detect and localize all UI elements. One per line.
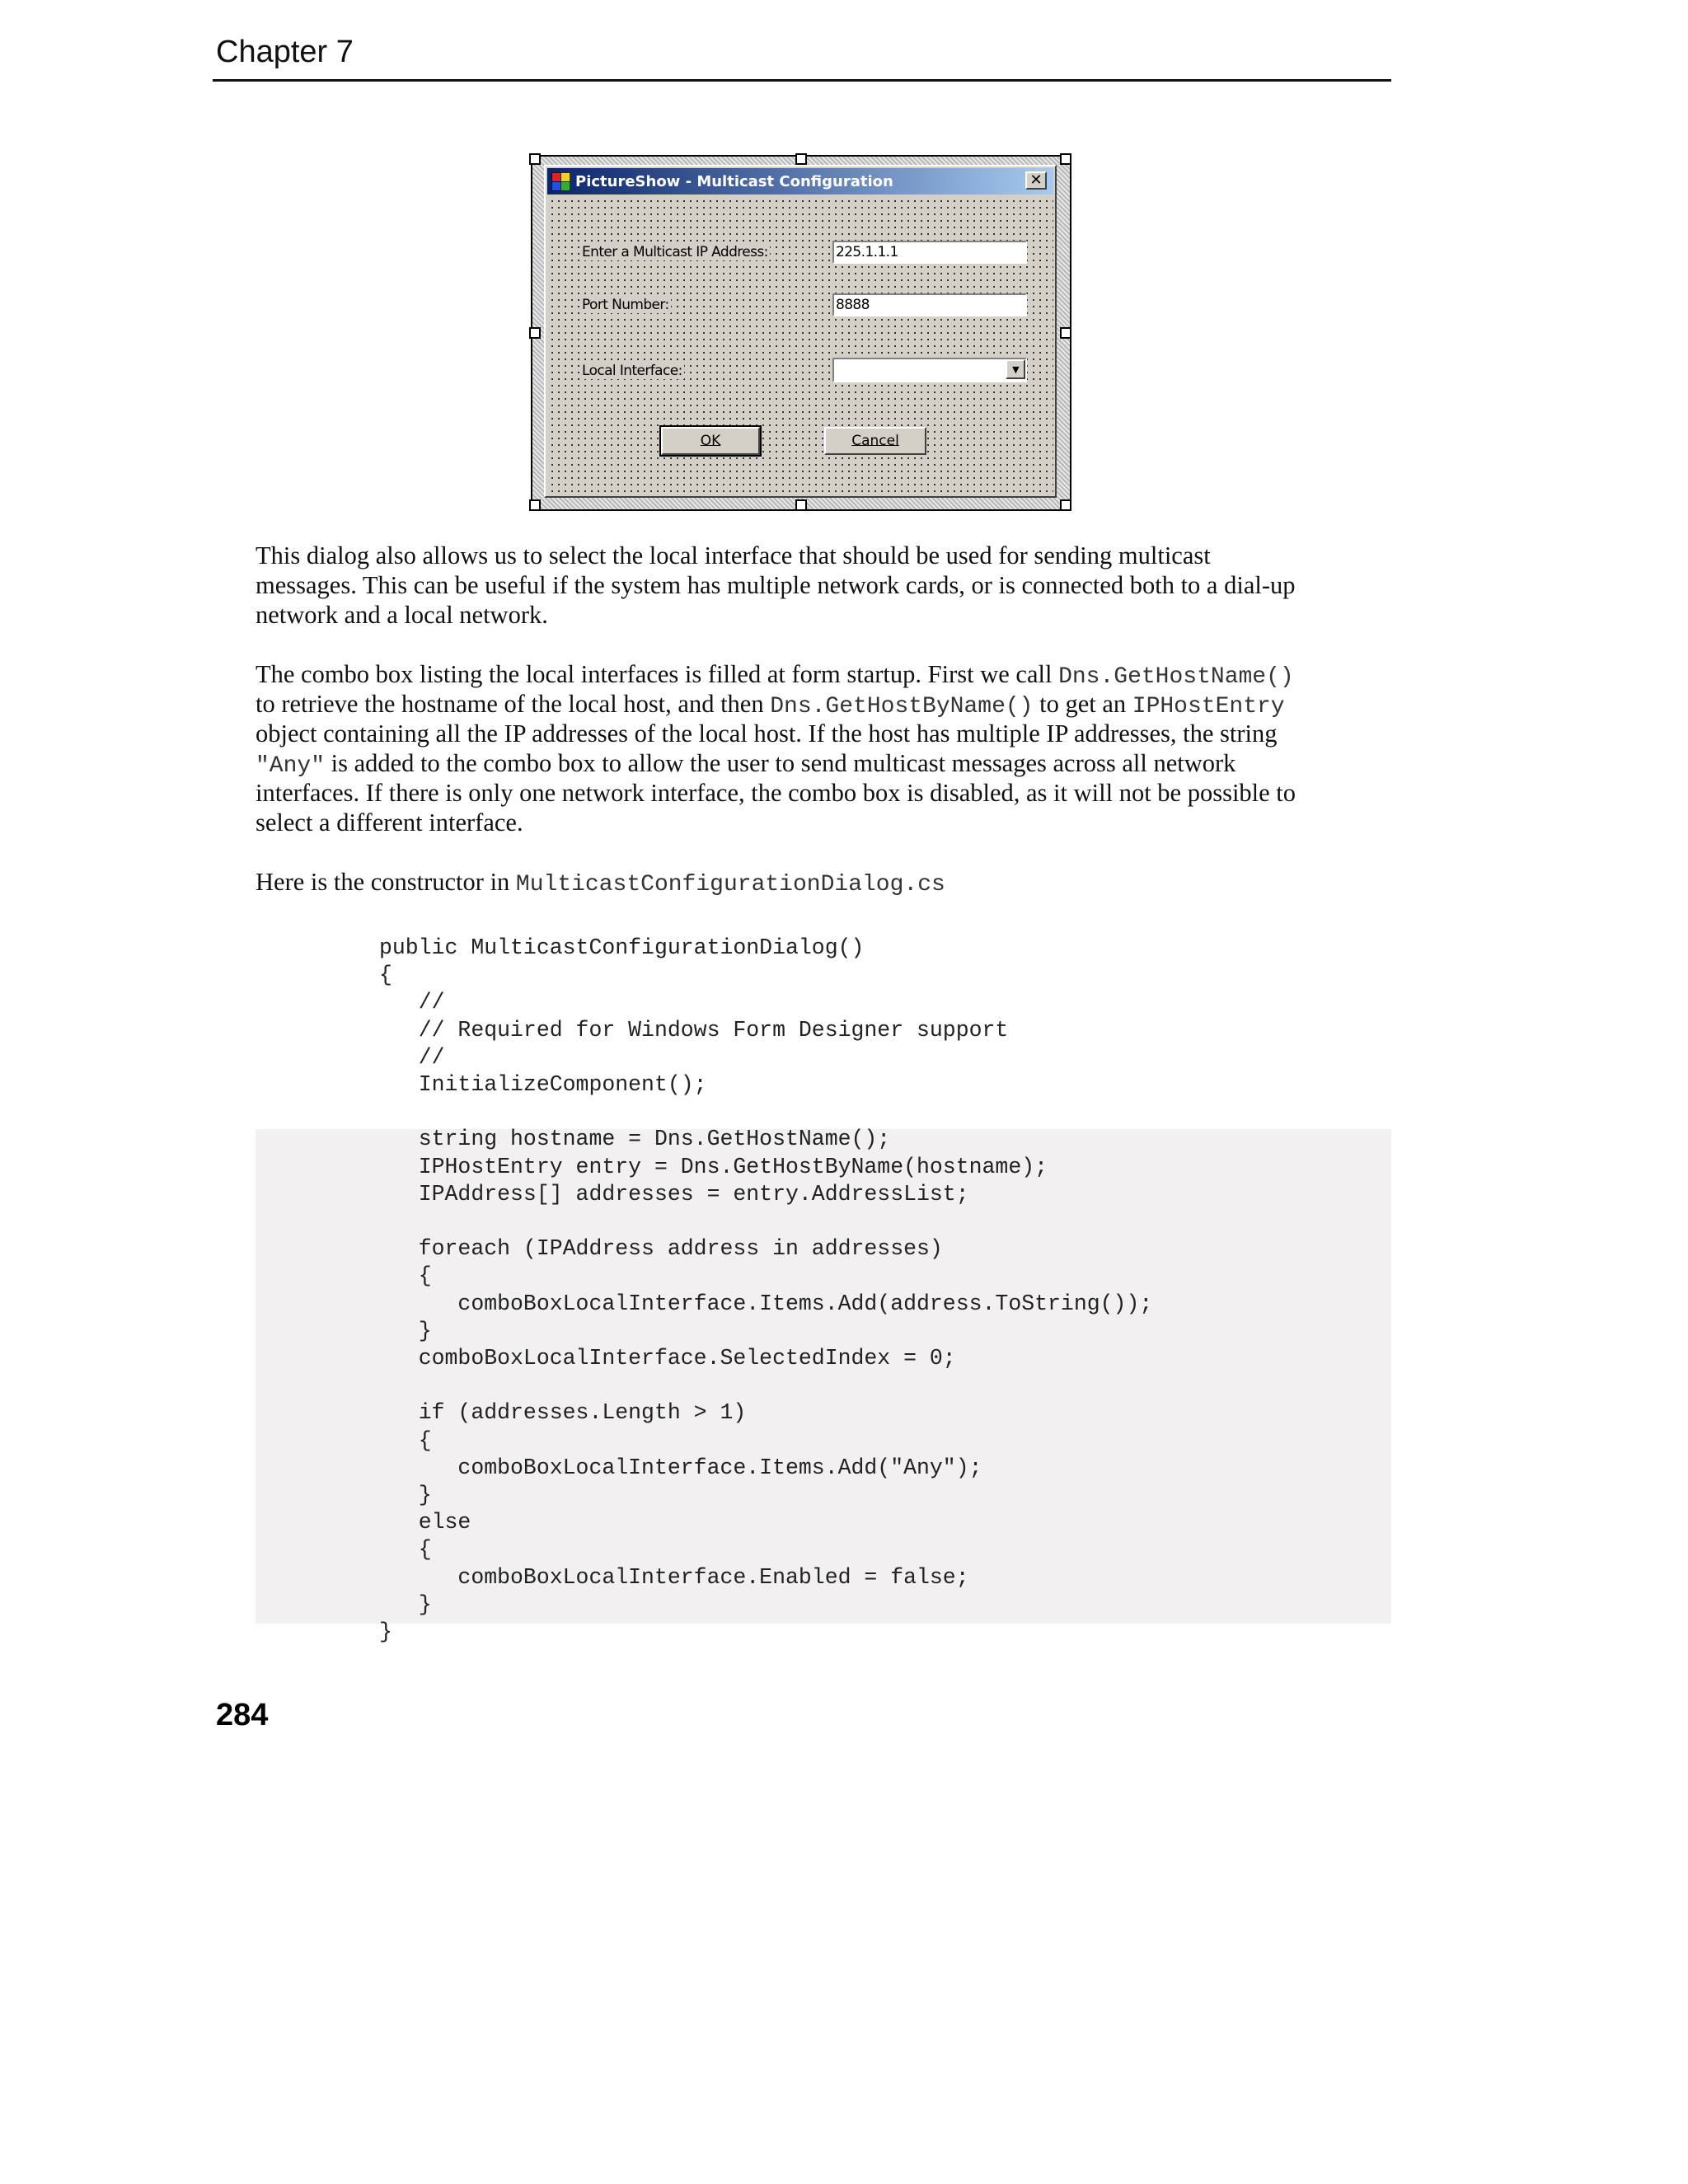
paragraph-line: select a different interface. xyxy=(256,808,523,837)
code-line: comboBoxLocalInterface.SelectedIndex = 0; xyxy=(379,1346,956,1371)
inline-code: Dns.GetHostName() xyxy=(1058,664,1294,690)
header-rule xyxy=(213,79,1391,82)
dialog-client-area xyxy=(547,196,1053,494)
close-icon: ✕ xyxy=(1029,171,1043,189)
multicast-configuration-dialog xyxy=(544,165,1057,498)
paragraph-line xyxy=(256,659,1401,692)
dialog-title: PictureShow - Multicast Configuration xyxy=(575,172,893,190)
code-line: IPAddress[] addresses = entry.AddressList; xyxy=(379,1181,969,1207)
chapter-title: Chapter 7 xyxy=(216,35,354,69)
cancel-button[interactable] xyxy=(824,427,926,455)
app-icon xyxy=(551,171,570,191)
paragraph-line: interfaces. If there is only one network interface, the combo box is disabled, as it will not be possible to xyxy=(256,779,1296,807)
port-number-input[interactable]: 8888 xyxy=(832,293,1027,316)
paragraph-line: network and a local network. xyxy=(256,601,548,629)
ok-button-label: OK xyxy=(700,433,721,449)
paragraph-text: Here is the constructor in xyxy=(256,868,516,896)
close-button[interactable] xyxy=(1025,171,1047,190)
inline-code: "Any" xyxy=(256,753,326,779)
code-line: } xyxy=(379,1318,432,1343)
inline-code: MulticastConfigurationDialog.cs xyxy=(515,872,945,898)
resize-handle-bottom-right[interactable] xyxy=(1060,499,1071,511)
paragraph-text: The combo box listing the local interfaces is filled at form startup. First we call xyxy=(256,660,1059,688)
paragraph-line: messages. This can be useful if the system has multiple network cards, or is connected both to a dial-up xyxy=(256,571,1296,599)
code-line: comboBoxLocalInterface.Items.Add("Any"); xyxy=(379,1455,982,1480)
paragraph-text: is added to the combo box to allow the user to send multicast messages across all network xyxy=(325,749,1236,777)
code-line: public MulticastConfigurationDialog() xyxy=(379,935,865,960)
resize-handle-top[interactable] xyxy=(795,153,807,165)
paragraph-3 xyxy=(256,867,1401,900)
inline-code: Dns.GetHostByName() xyxy=(770,694,1034,719)
resize-handle-top-right[interactable] xyxy=(1060,153,1071,165)
paragraph-text: to retrieve the hostname of the local host, and then xyxy=(256,690,771,718)
resize-handle-top-left[interactable] xyxy=(529,153,541,165)
paragraph-line xyxy=(256,689,1401,722)
code-listing xyxy=(379,935,1385,1652)
ok-button[interactable] xyxy=(661,427,760,455)
code-line: comboBoxLocalInterface.Enabled = false; xyxy=(379,1564,969,1590)
resize-handle-left[interactable] xyxy=(529,327,541,339)
code-line: { xyxy=(379,1263,432,1289)
port-number-label: Port Number: xyxy=(582,297,669,313)
code-line: if (addresses.Length > 1) xyxy=(379,1400,747,1426)
code-line: { xyxy=(379,1537,432,1563)
paragraph-line: This dialog also allows us to select the local interface that should be used for sending multicast xyxy=(256,541,1211,569)
ip-address-input[interactable]: 225.1.1.1 xyxy=(832,241,1027,264)
resize-handle-bottom-left[interactable] xyxy=(529,499,541,511)
ip-address-label: Enter a Multicast IP Address: xyxy=(582,244,768,260)
dialog-titlebar[interactable] xyxy=(547,168,1053,194)
code-line: else xyxy=(379,1510,471,1535)
page-number: 284 xyxy=(216,1698,269,1732)
resize-handle-bottom[interactable] xyxy=(795,499,807,511)
dialog-figure xyxy=(531,155,1071,511)
code-line: foreach (IPAddress address in addresses) xyxy=(379,1236,943,1262)
code-line: } xyxy=(379,1619,392,1644)
code-line: IPHostEntry entry = Dns.GetHostByName(hostname); xyxy=(379,1154,1048,1179)
local-interface-label: Local Interface: xyxy=(582,363,682,379)
paragraph-line: object containing all the IP addresses of the local host. If the host has multiple IP addresses, the string xyxy=(256,719,1278,748)
cancel-button-label: Cancel xyxy=(851,433,899,449)
paragraph-line xyxy=(256,748,1401,781)
code-line: } xyxy=(379,1591,432,1617)
paragraph-text: to get an xyxy=(1033,690,1132,718)
code-line: { xyxy=(379,963,392,988)
inline-code: IPHostEntry xyxy=(1132,694,1285,719)
chevron-down-icon[interactable]: ▼ xyxy=(1006,359,1025,379)
code-line: // xyxy=(379,990,445,1015)
code-line: string hostname = Dns.GetHostName(); xyxy=(379,1127,891,1152)
code-line: } xyxy=(379,1483,432,1507)
code-line: // xyxy=(379,1044,445,1070)
code-line: { xyxy=(379,1427,432,1453)
code-line: InitializeComponent(); xyxy=(379,1072,707,1097)
resize-handle-right[interactable] xyxy=(1060,327,1071,339)
local-interface-combo[interactable] xyxy=(832,358,1027,382)
code-line: // Required for Windows Form Designer support xyxy=(379,1017,1009,1043)
code-line: comboBoxLocalInterface.Items.Add(address.ToString()); xyxy=(379,1291,1153,1316)
